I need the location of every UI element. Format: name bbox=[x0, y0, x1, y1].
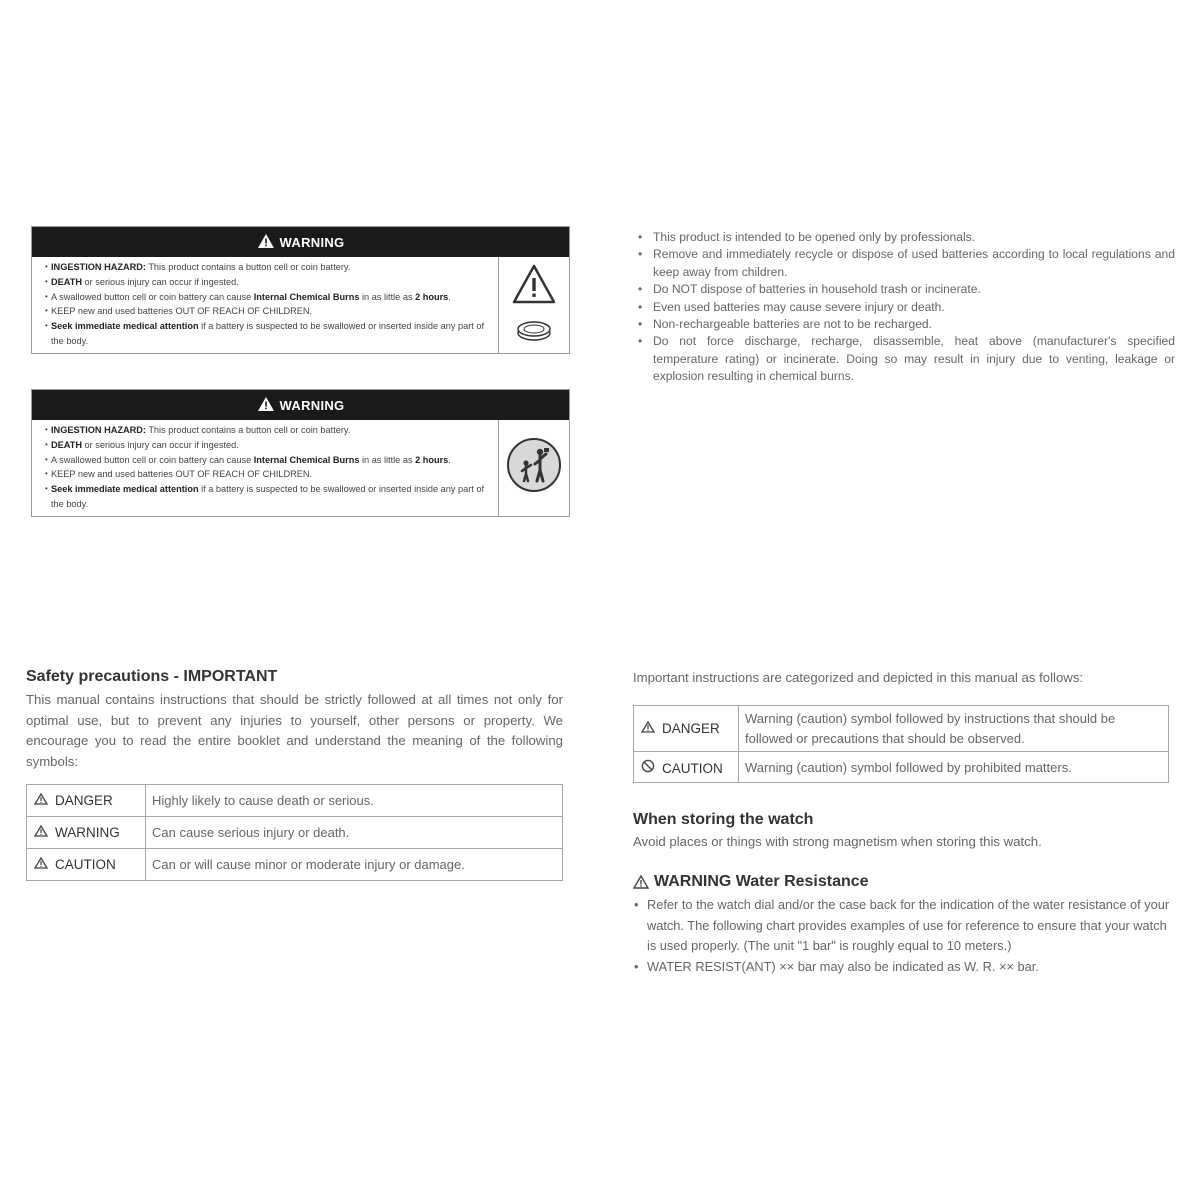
warning-triangle-icon bbox=[257, 396, 275, 415]
symbol-label-cell: WARNING bbox=[27, 817, 146, 849]
keep-away-from-children-icon bbox=[506, 437, 562, 498]
list-item: • INGESTION HAZARD: This product contains a button cell or coin battery. bbox=[46, 260, 498, 275]
battery-warning-box-2 bbox=[31, 389, 570, 517]
prohibited-icon bbox=[640, 759, 656, 776]
warning-list bbox=[46, 423, 498, 512]
symbol-desc-cell: Can or will cause minor or moderate injury or damage. bbox=[146, 849, 563, 881]
coin-battery-icon bbox=[516, 320, 552, 347]
water-resistance-heading: WARNING Water Resistance bbox=[633, 873, 869, 891]
list-item: • A swallowed button cell or coin battery can cause Internal Chemical Burns in as little as 2 hours. bbox=[46, 290, 498, 305]
symbol-label-cell: DANGER bbox=[634, 706, 739, 752]
symbol-label-cell: DANGER bbox=[27, 785, 146, 817]
list-item: • Seek immediate medical attention if a battery is suspected to be swallowed or inserted inside any part of the body. bbox=[46, 482, 498, 512]
list-item: • Do not force discharge, recharge, disassemble, heat above (manufacturer's specified temperature rating) or incinerate. Doing so may result in injury due to venting, leakage or explosion resulting in chemical burns. bbox=[637, 333, 1175, 385]
list-item: • DEATH or serious injury can occur if ingested. bbox=[46, 438, 498, 453]
table-row bbox=[27, 817, 563, 849]
warning-triangle-icon bbox=[33, 793, 49, 808]
symbol-label-cell: CAUTION bbox=[634, 752, 739, 783]
list-item: • Non-rechargeable batteries are not to be recharged. bbox=[637, 316, 1175, 333]
water-resistance-list bbox=[633, 895, 1173, 977]
instructions-intro: Important instructions are categorized and depicted in this manual as follows: bbox=[633, 670, 1084, 685]
table-row bbox=[634, 706, 1169, 752]
list-item: • This product is intended to be opened only by professionals. bbox=[637, 229, 1175, 246]
warning-list bbox=[46, 260, 498, 349]
list-item: • DEATH or serious injury can occur if ingested. bbox=[46, 275, 498, 290]
warning-triangle-icon bbox=[257, 233, 275, 252]
warning-header bbox=[32, 390, 569, 420]
table-row bbox=[27, 785, 563, 817]
table-row bbox=[634, 752, 1169, 783]
list-item: • INGESTION HAZARD: This product contains a button cell or coin battery. bbox=[46, 423, 498, 438]
list-item: • Remove and immediately recycle or dispose of used batteries according to local regulations and keep away from children. bbox=[637, 246, 1175, 281]
list-item: • KEEP new and used batteries OUT OF REACH OF CHILDREN. bbox=[46, 304, 498, 319]
symbol-desc-cell: Can cause serious injury or death. bbox=[146, 817, 563, 849]
warning-triangle-icon bbox=[33, 857, 49, 872]
list-item: • A swallowed button cell or coin battery can cause Internal Chemical Burns in as little as 2 hours. bbox=[46, 453, 498, 468]
list-item: • KEEP new and used batteries OUT OF REACH OF CHILDREN. bbox=[46, 467, 498, 482]
warning-triangle-icon bbox=[511, 263, 557, 310]
symbol-label-cell: CAUTION bbox=[27, 849, 146, 881]
storing-text: Avoid places or things with strong magnetism when storing this watch. bbox=[633, 834, 1042, 849]
warning-triangle-icon bbox=[33, 825, 49, 840]
storing-heading: When storing the watch bbox=[633, 811, 814, 828]
symbol-table bbox=[26, 784, 563, 881]
instructions-table bbox=[633, 705, 1169, 783]
list-item: • Seek immediate medical attention if a battery is suspected to be swallowed or inserted inside any part of the body. bbox=[46, 319, 498, 349]
warning-triangle-icon bbox=[640, 721, 656, 736]
table-row bbox=[27, 849, 563, 881]
warning-triangle-icon bbox=[633, 875, 649, 889]
safety-paragraph: This manual contains instructions that should be strictly followed at all times not only for optimal use, but to prevent any injuries to yourself, other persons or property. We encourage you to read the entire booklet and understand the meaning of the following symbols: bbox=[26, 692, 563, 769]
list-item: • WATER RESIST(ANT) ×× bar may also be indicated as W. R. ×× bar. bbox=[633, 957, 1173, 978]
warning-header bbox=[32, 227, 569, 257]
safety-heading: Safety precautions - IMPORTANT bbox=[26, 668, 278, 685]
warning-header-label: WARNING bbox=[279, 397, 345, 413]
list-item: • Do NOT dispose of batteries in household trash or incinerate. bbox=[637, 281, 1175, 298]
symbol-desc-cell: Warning (caution) symbol followed by prohibited matters. bbox=[739, 752, 1169, 783]
battery-safety-list bbox=[637, 229, 1175, 386]
battery-warning-box-1 bbox=[31, 226, 570, 354]
symbol-desc-cell: Warning (caution) symbol followed by instructions that should be followed or precautions that should be observed. bbox=[739, 706, 1169, 752]
symbol-desc-cell: Highly likely to cause death or serious. bbox=[146, 785, 563, 817]
list-item: • Even used batteries may cause severe injury or death. bbox=[637, 299, 1175, 316]
warning-header-label: WARNING bbox=[279, 234, 345, 250]
list-item: • Refer to the watch dial and/or the case back for the indication of the water resistance of your watch. The following chart provides examples of use for reference to ensure that your watch is used properly. (The unit "1 bar" is roughly equal to 10 meters.) bbox=[633, 895, 1173, 957]
